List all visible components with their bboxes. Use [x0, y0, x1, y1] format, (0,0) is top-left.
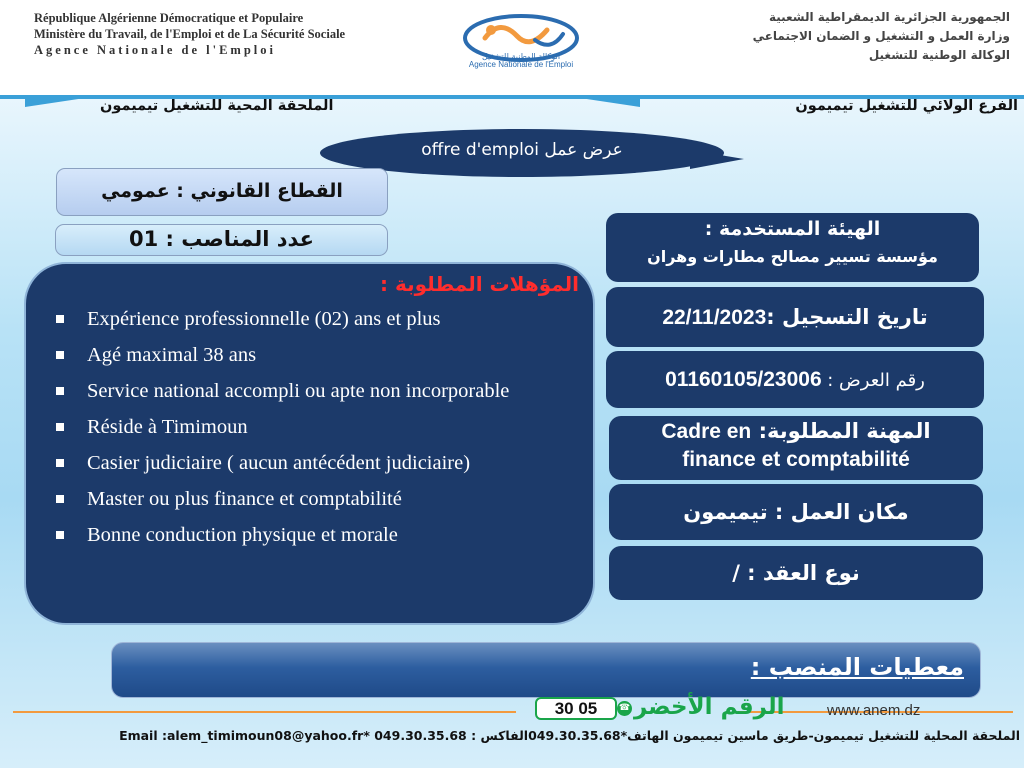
bullet-icon — [56, 423, 64, 431]
anem-logo — [455, 8, 587, 80]
fr-line-2: Ministère du Travail, de l'Emploi et de La Sécurité Sociale — [34, 27, 346, 41]
employer-card — [606, 213, 979, 282]
phone-icon: ☎ — [617, 701, 632, 716]
list-item — [56, 340, 509, 376]
list-item — [56, 412, 509, 448]
fr-line-1: République Algérienne Démocratique et Populaire — [34, 11, 304, 25]
stripe-wedge-left — [25, 95, 105, 107]
qualifications-list — [56, 304, 509, 556]
qualification-text: Master ou plus finance et comptabilité — [87, 488, 402, 510]
stripe-wedge-right — [560, 95, 640, 107]
qualification-text: Expérience professionnelle (02) ans et plus — [87, 308, 441, 330]
positions-count: عدد المناصب : 01 — [55, 224, 388, 256]
green-number: 30 05 — [535, 697, 617, 720]
website-link[interactable]: www.anem.dz — [827, 702, 921, 719]
bullet-icon — [56, 495, 64, 503]
contract-card: نوع العقد : / — [609, 546, 983, 600]
footer-divider-left — [13, 711, 516, 713]
registration-date: 22/11/2023 — [662, 306, 767, 329]
reference-label: رقم العرض : — [827, 370, 925, 391]
position-data-title: معطيات المنصب : — [750, 653, 964, 681]
qualification-text: Service national accompli ou apte non incorporable — [87, 380, 510, 402]
bullet-icon — [56, 351, 64, 359]
header — [0, 0, 1024, 95]
list-item — [56, 520, 509, 556]
position-data-bar — [111, 642, 981, 698]
reference-number: 01160105/23006 — [665, 368, 822, 391]
logo-caption-fr: Agence Nationale de l'Emploi — [468, 60, 574, 69]
list-item — [56, 304, 509, 340]
legal-sector: القطاع القانوني : عمومي — [56, 168, 388, 216]
qualifications-title: المؤهلات المطلوبة : — [380, 272, 579, 296]
green-number-label: الرقم الأخضر — [634, 694, 785, 720]
qualification-text: Bonne conduction physique et morale — [87, 524, 398, 546]
registration-label: تاريخ التسجيل : — [766, 305, 928, 329]
qualification-text: Agé maximal 38 ans — [87, 344, 257, 366]
ar-line-1: الجمهورية الجزائرية الديمقراطية الشعبية — [768, 10, 1010, 24]
bullet-icon — [56, 315, 64, 323]
contact-info: الملحقة المحلية للتشغيل تيميمون-طريق ماسين تيميمون الهاتف*049.30.35.68الفاكس : 049.30.35.68 *Email :alem_timimoun08@yahoo.fr — [119, 728, 1020, 743]
qualifications-panel — [24, 262, 595, 625]
ar-line-3: الوكالة الوطنية للتشغيل — [868, 48, 1010, 62]
arabic-header — [590, 8, 1010, 65]
french-header — [34, 10, 434, 58]
list-item — [56, 448, 509, 484]
reference-card — [606, 351, 984, 408]
qualification-text: Réside à Timimoun — [87, 416, 248, 438]
branch-left: الملحقة المحية للتشغيل تيميمون — [100, 98, 334, 114]
job-value-line1: Cadre en — [661, 420, 752, 443]
list-item — [56, 376, 509, 412]
branch-right: الفرع الولائي للتشغيل تيميمون — [795, 98, 1018, 114]
job-label: المهنة المطلوبة: — [758, 419, 931, 443]
bullet-icon — [56, 387, 64, 395]
employer-value: مؤسسة تسيير مصالح مطارات وهران — [647, 247, 938, 266]
logo-caption-ar: الوكالة الوطنية للتشغيل — [481, 52, 561, 61]
job-value-line2: finance et comptabilité — [682, 448, 910, 471]
job-card — [609, 416, 983, 480]
workplace-card: مكان العمل : تيميمون — [609, 484, 983, 540]
qualification-text: Casier judiciaire ( aucun antécédent judiciaire) — [87, 452, 471, 474]
bullet-icon — [56, 531, 64, 539]
list-item — [56, 484, 509, 520]
bullet-icon — [56, 459, 64, 467]
registration-card — [606, 287, 984, 347]
offer-title: offre d'emploi عرض عمل — [421, 140, 623, 160]
fr-line-3: Agence Nationale de l'Emploi — [34, 43, 276, 57]
ar-line-2: وزارة العمل و التشغيل و الضمان الاجتماعي — [752, 29, 1010, 43]
employer-label: الهيئة المستخدمة : — [704, 218, 881, 240]
